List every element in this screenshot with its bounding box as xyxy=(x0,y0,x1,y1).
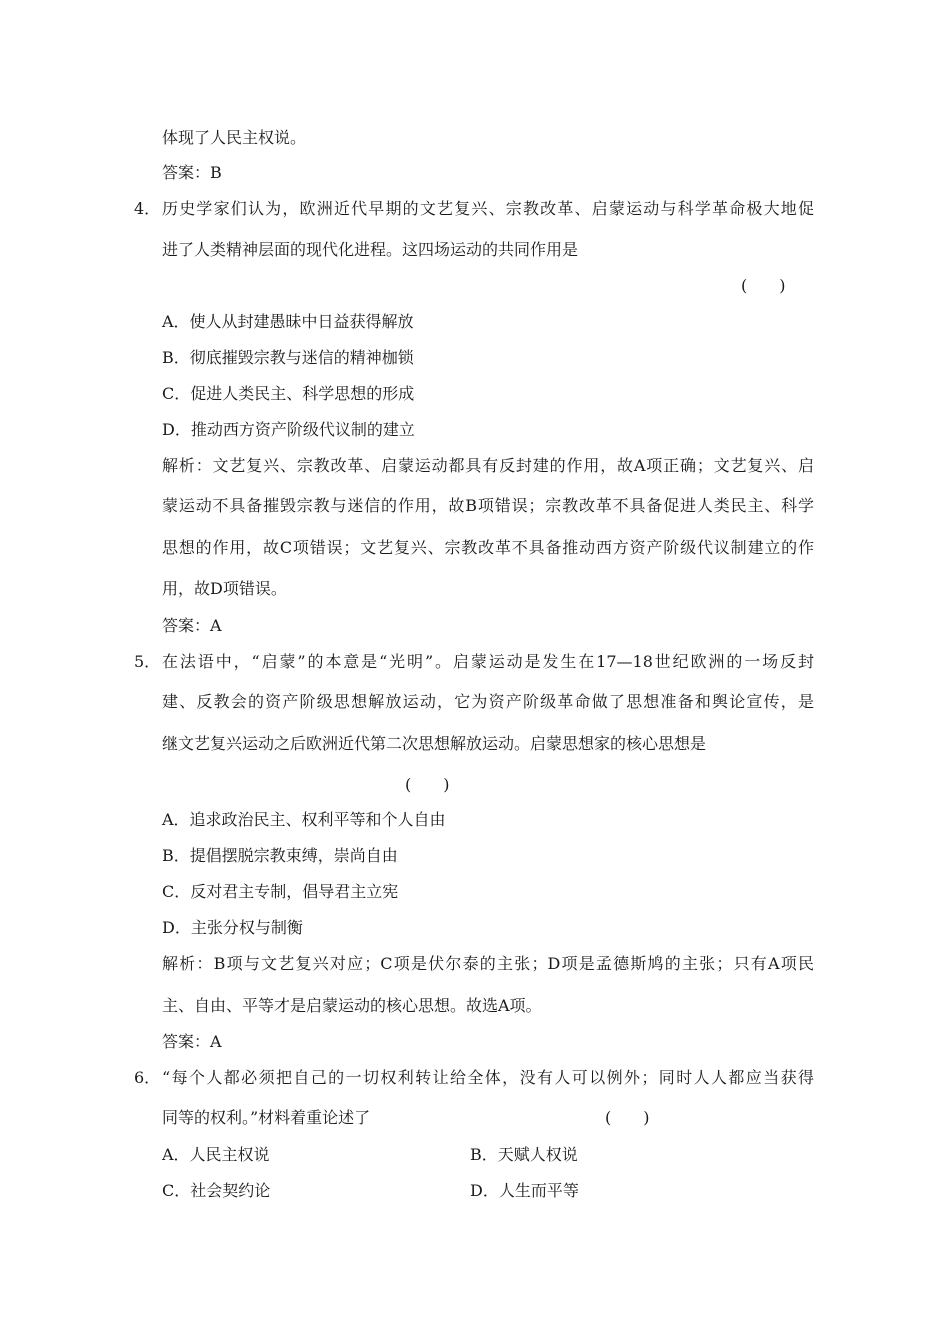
q4-analysis-line-4: 用，故D项错误。 xyxy=(162,579,287,598)
q4-analysis-line-3: 思想的作用，故C项错误；文艺复兴、宗教改革不具备推动西方资产阶级代议制建立的作 xyxy=(162,538,814,557)
q6-option-a: A．人民主权说 xyxy=(162,1145,270,1164)
q6-stem-line-2: 同等的权利。”材料着重论述了 xyxy=(162,1108,371,1127)
q3-continuation-line: 体现了人民主权说。 xyxy=(162,128,307,147)
q4-answer: 答案：A xyxy=(162,616,222,635)
q6-number: 6． xyxy=(134,1068,161,1087)
q4-analysis-line-2: 蒙运动不具备摧毁宗教与迷信的作用，故B项错误；宗教改革不具备促进人类民主、科学 xyxy=(162,496,814,515)
q6-option-c: C．社会契约论 xyxy=(162,1181,271,1200)
q4-answer-bracket: ( ) xyxy=(741,276,786,295)
q5-answer: 答案：A xyxy=(162,1032,222,1051)
q5-answer-bracket: ( ) xyxy=(405,775,450,794)
q5-option-c: C．反对君主专制，倡导君主立宪 xyxy=(162,882,399,901)
q5-option-b: B．提倡摆脱宗教束缚，崇尚自由 xyxy=(162,846,398,865)
q6-option-b: B．天赋人权说 xyxy=(470,1145,578,1164)
q4-option-d: D．推动西方资产阶级代议制的建立 xyxy=(162,420,415,439)
q4-analysis-line-1: 解析：文艺复兴、宗教改革、启蒙运动都具有反封建的作用，故A项正确；文艺复兴、启 xyxy=(162,456,814,475)
q5-option-a: A．追求政治民主、权利平等和个人自由 xyxy=(162,810,446,829)
q5-number: 5． xyxy=(134,652,161,671)
q5-option-d: D．主张分权与制衡 xyxy=(162,918,303,937)
q4-option-a: A．使人从封建愚昧中日益获得解放 xyxy=(162,312,414,331)
q6-stem-line-1: “每个人都必须把自己的一切权利转让给全体，没有人可以例外；同时人人都应当获得 xyxy=(162,1068,814,1087)
q4-stem-line-1: 历史学家们认为，欧洲近代早期的文艺复兴、宗教改革、启蒙运动与科学革命极大地促 xyxy=(162,199,814,218)
q6-answer-bracket: ( ) xyxy=(605,1108,650,1127)
q4-number: 4． xyxy=(134,199,161,218)
q3-answer: 答案：B xyxy=(162,163,222,182)
q4-option-b: B．彻底摧毁宗教与迷信的精神枷锁 xyxy=(162,348,414,367)
q6-option-d: D．人生而平等 xyxy=(470,1181,579,1200)
q5-stem-line-1: 在法语中，“启蒙”的本意是“光明”。启蒙运动是发生在17—18世纪欧洲的一场反封 xyxy=(162,652,814,671)
q4-stem-line-2: 进了人类精神层面的现代化进程。这四场运动的共同作用是 xyxy=(162,240,579,259)
q5-analysis-line-1: 解析：B项与文艺复兴对应；C项是伏尔泰的主张；D项是孟德斯鸠的主张；只有A项民 xyxy=(162,954,814,973)
q4-option-c: C．促进人类民主、科学思想的形成 xyxy=(162,384,415,403)
q5-stem-line-3: 继文艺复兴运动之后欧洲近代第二次思想解放运动。启蒙思想家的核心思想是 xyxy=(162,734,707,753)
q5-stem-line-2: 建、反教会的资产阶级思想解放运动，它为资产阶级革命做了思想准备和舆论宣传，是 xyxy=(162,692,814,711)
q5-analysis-line-2: 主、自由、平等才是启蒙运动的核心思想。故选A项。 xyxy=(162,996,542,1015)
